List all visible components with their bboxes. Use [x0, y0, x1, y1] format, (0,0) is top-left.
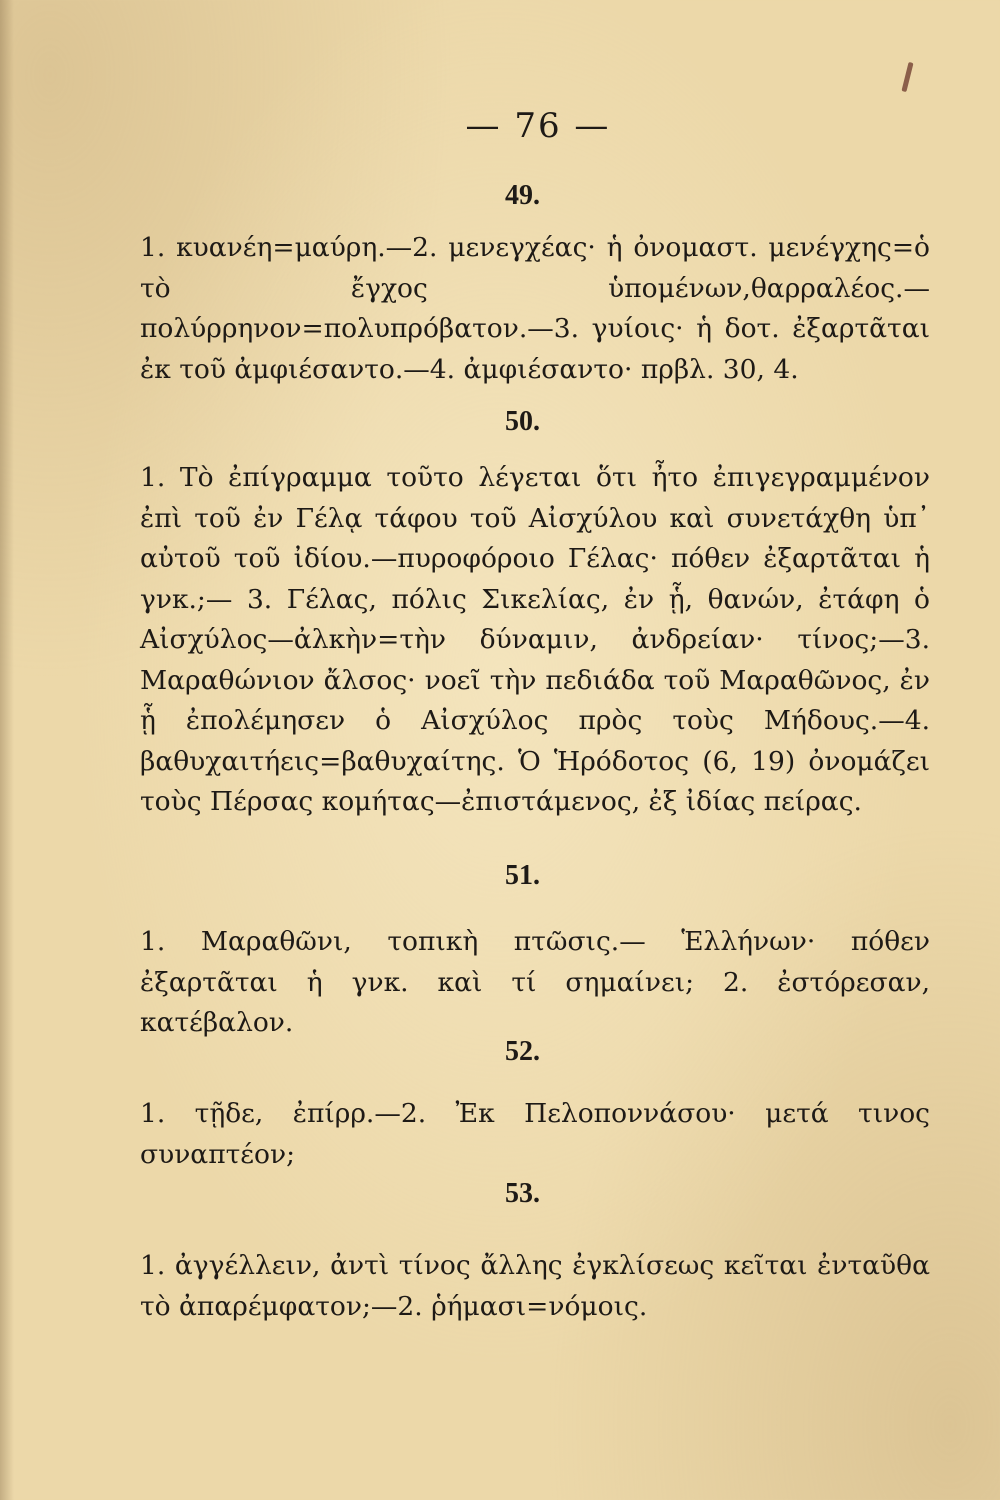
section-number-53: 53. — [505, 1178, 540, 1209]
section-number-52: 52. — [505, 1036, 540, 1067]
section-number-50: 50. — [505, 406, 540, 437]
section-number-49: 49. — [505, 180, 540, 211]
section-text-53: 1. ἀγγέλλειν, ἀντὶ τίνος ἄλλης ἐγκλίσεως κεῖται ἐνταῦθα τὸ ἀπαρέμφατον;—2. ῥήμασι=νόμοις. — [140, 1250, 930, 1322]
section-text-52: 1. τῇδε, ἐπίρρ.—2. Ἐκ Πελοποννάσου· μετά τινος συναπτέον; — [140, 1098, 930, 1170]
ink-mark — [901, 62, 913, 92]
section-text-49: 1. κυανέη=μαύρη.—2. μενεγχέας· ἡ ὀνομαστ. μενέγχης=ὁ τὸ ἔγχος ὑπομένων,θαρραλέος.—πολύρρηνον=πολυπρόβατον.—3. γυίοις· ἡ δοτ. ἐξαρτᾶται ἐκ τοῦ ἀμφιέσαντο.—4. ἀμφιέσαντο· πρβλ. 30, 4. — [140, 232, 930, 385]
page-number: — 76 — — [465, 106, 611, 146]
section-number-51: 51. — [505, 860, 540, 891]
page-edge-shadow — [0, 0, 14, 1500]
section-text-50: 1. Τὸ ἐπίγραμμα τοῦτο λέγεται ὅτι ἦτο ἐπιγεγραμμένον ἐπὶ τοῦ ἐν Γέλᾳ τάφου τοῦ Αἰσχύλου καὶ συνετάχθη ὑπ᾽ αὐτοῦ τοῦ ἰδίου.—πυροφόροιο Γέλας· πόθεν ἐξαρτᾶται ἡ γνκ.;— 3. Γέλας, πόλις Σικελίας, ἐν ᾗ, θανών, ἐτάφη ὁ Αἰσχύλος—ἀλκὴν=τὴν δύναμιν, ἀνδρείαν· τίνος;—3. Μαραθώνιον ἄλσος· νοεῖ τὴν πεδιάδα τοῦ Μαραθῶνος, ἐν ᾗ ἐπολέμησεν ὁ Αἰσχύλος πρὸς τοὺς Μήδους.—4. βαθυχαιτήεις=βαθυχαίτης. Ὁ Ἡρόδοτος (6, 19) ὀνομάζει τοὺς Πέρσας κομήτας—ἐπιστάμενος, ἐξ ἰδίας πείρας. — [140, 462, 930, 817]
section-text-51: 1. Μαραθῶνι, τοπικὴ πτῶσις.— Ἑλλήνων· πόθεν ἐξαρτᾶται ἡ γνκ. καὶ τί σημαίνει; 2. ἐστόρεσαν, κατέβαλον. — [140, 926, 930, 1038]
